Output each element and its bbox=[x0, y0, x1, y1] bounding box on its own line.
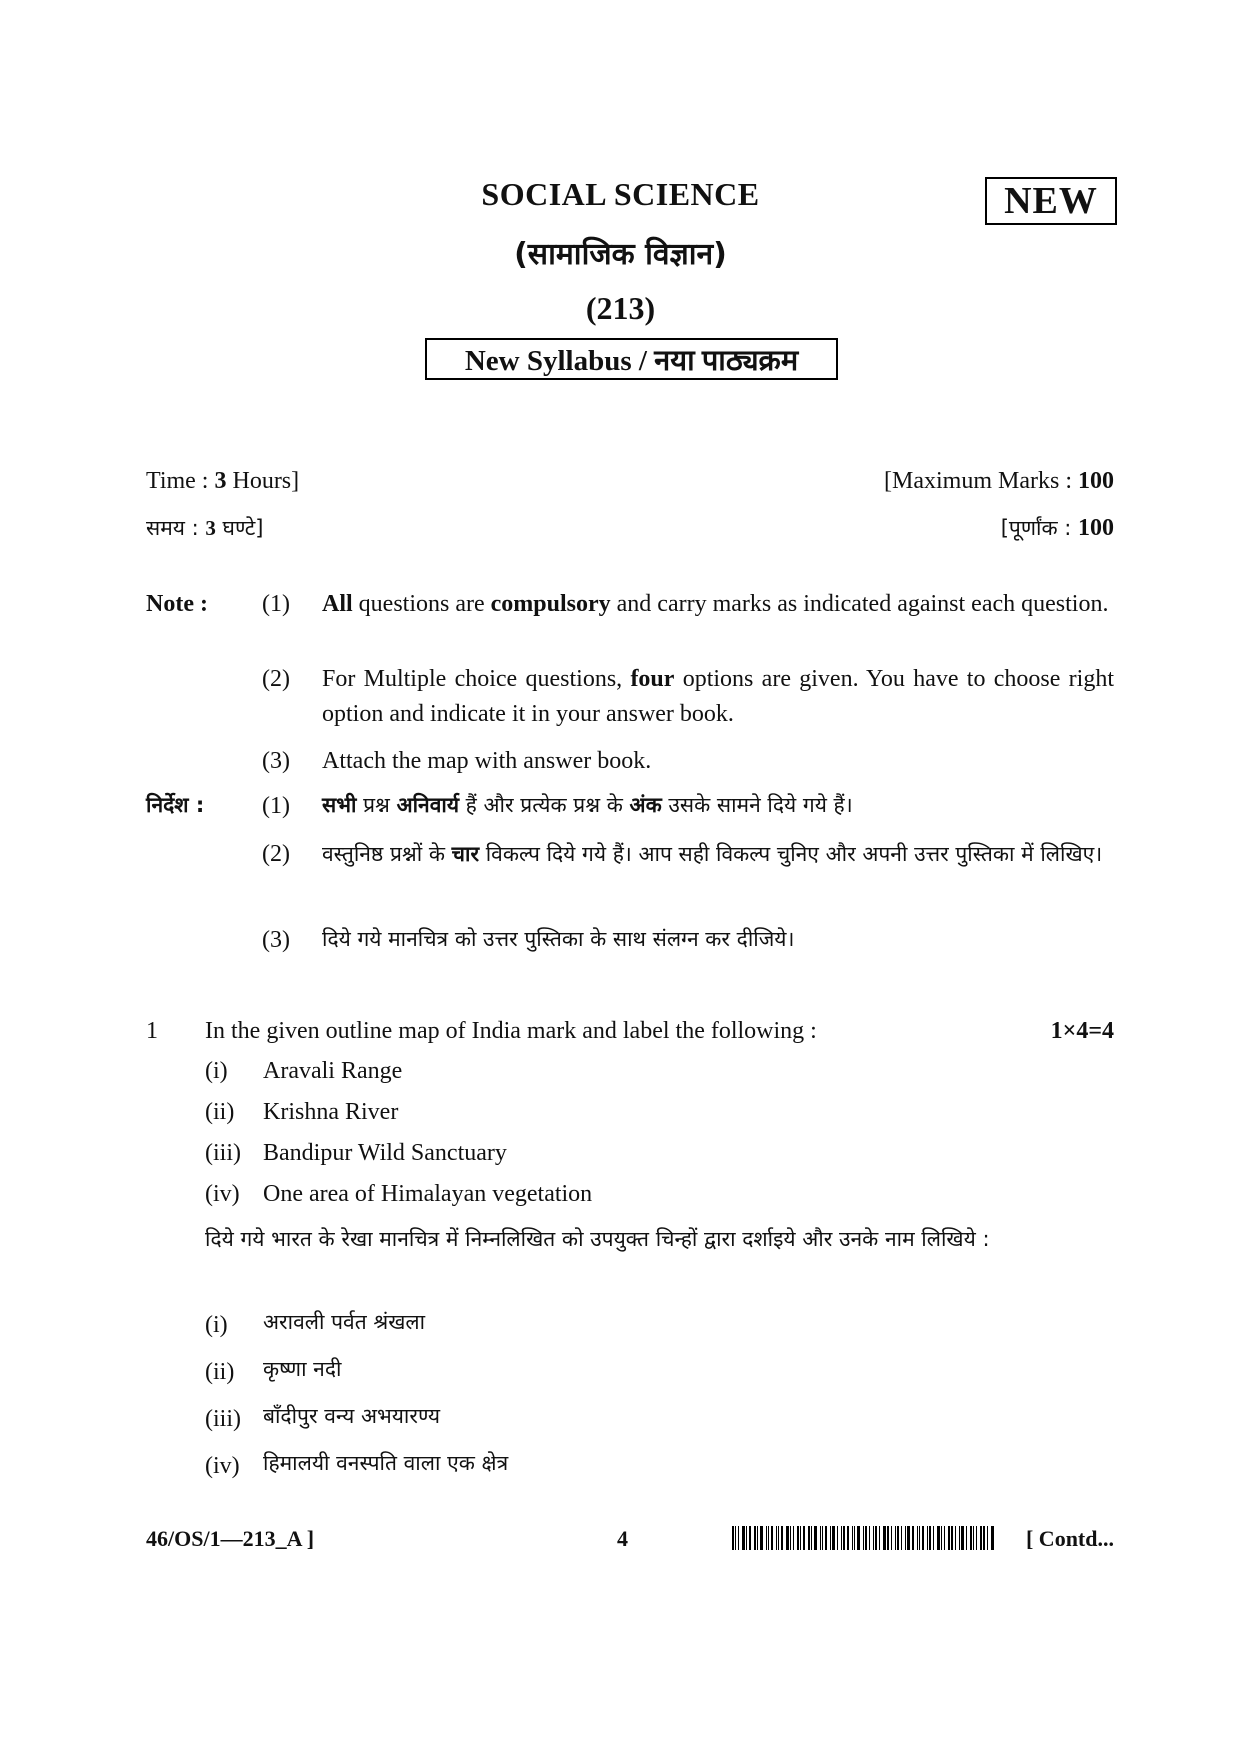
paper-title: SOCIAL SCIENCE bbox=[481, 176, 760, 212]
note-hi-1: सभी प्रश्न अनिवार्य हैं और प्रत्येक प्रश्न के अंक उसके सामने दिये गये हैं। bbox=[322, 793, 853, 817]
nirdesh-label: निर्देश : bbox=[146, 793, 205, 817]
barcode-bar bbox=[841, 1526, 842, 1550]
barcode-bar bbox=[768, 1526, 769, 1550]
barcode-bar bbox=[800, 1526, 801, 1550]
barcode-bar bbox=[987, 1526, 988, 1550]
barcode-bar bbox=[907, 1526, 910, 1550]
q1-en-i-index: (i) bbox=[205, 1058, 228, 1084]
barcode-bar bbox=[820, 1526, 821, 1550]
q1-hi-iv-index: (iv) bbox=[205, 1453, 240, 1479]
barcode-bar bbox=[732, 1526, 734, 1550]
barcode-bar bbox=[929, 1526, 931, 1550]
barcode-bar bbox=[873, 1526, 874, 1550]
q1-hi-iii: बाँदीपुर वन्य अभयारण्य bbox=[263, 1404, 441, 1428]
paper-subtitle-hindi: (सामाजिक विज्ञान) bbox=[514, 237, 727, 272]
barcode-bar bbox=[778, 1526, 779, 1550]
barcode-bar bbox=[781, 1526, 783, 1550]
note-hi-1-index: (1) bbox=[262, 793, 290, 819]
max-marks-en: [Maximum Marks : 100 bbox=[884, 468, 1114, 494]
q1-en-ii-index: (ii) bbox=[205, 1099, 235, 1125]
note-en-2: For Multiple choice questions, four options are given. You have to choose right option and indicate it in your answer book. bbox=[322, 666, 1114, 727]
q1-hi-ii-index: (ii) bbox=[205, 1359, 235, 1385]
note-en-3: Attach the map with answer book. bbox=[322, 748, 652, 774]
question-text-en: In the given outline map of India mark and label the following : bbox=[205, 1018, 817, 1044]
note-en-1: All questions are compulsory and carry marks as indicated against each question. bbox=[322, 591, 1109, 617]
barcode-bar bbox=[980, 1526, 982, 1550]
barcode-bar bbox=[887, 1526, 889, 1550]
q1-en-i: Aravali Range bbox=[263, 1058, 403, 1084]
barcode-bar bbox=[901, 1526, 902, 1550]
barcode-bar bbox=[746, 1526, 747, 1550]
new-tag: NEW bbox=[985, 177, 1117, 225]
paper-code: 46/OS/1—213_A ] bbox=[146, 1526, 315, 1551]
note-hi-2: वस्तुनिष्ठ प्रश्नों के चार विकल्प दिये गये हैं। आप सही विकल्प चुनिए और अपनी उत्तर पुस्तिका में लिखिए। bbox=[322, 842, 1103, 866]
barcode-bar bbox=[961, 1526, 964, 1550]
barcode-bar bbox=[786, 1526, 789, 1550]
q1-en-iv-index: (iv) bbox=[205, 1181, 240, 1207]
barcode-bar bbox=[837, 1526, 838, 1550]
barcode-bar bbox=[991, 1526, 994, 1550]
barcode-bar bbox=[776, 1526, 777, 1550]
page-number: 4 bbox=[617, 1526, 628, 1551]
barcode-bar bbox=[951, 1526, 953, 1550]
barcode-bar bbox=[852, 1526, 853, 1550]
time-en: Time : 3 Hours] bbox=[146, 468, 300, 494]
max-marks-hi: [पूर्णांक : 100 bbox=[1000, 515, 1114, 541]
barcode-bar bbox=[922, 1526, 924, 1550]
barcode-bar bbox=[941, 1526, 942, 1550]
barcode-bar bbox=[937, 1526, 940, 1550]
q1-hi-i: अरावली पर्वत श्रंखला bbox=[263, 1310, 426, 1334]
barcode-bar bbox=[803, 1526, 805, 1550]
barcode-bar bbox=[891, 1526, 892, 1550]
barcode-bar bbox=[857, 1526, 860, 1550]
barcode-bar bbox=[830, 1526, 831, 1550]
barcode-bar bbox=[863, 1526, 864, 1550]
barcode-bar bbox=[814, 1526, 817, 1550]
q1-en-iii-index: (iii) bbox=[205, 1140, 241, 1166]
barcode-bar bbox=[875, 1526, 877, 1550]
note-label: Note : bbox=[146, 591, 208, 617]
barcode-bar bbox=[843, 1526, 845, 1550]
barcode-bar bbox=[832, 1526, 835, 1550]
q1-en-iii: Bandipur Wild Sanctuary bbox=[263, 1140, 507, 1166]
barcode-bar bbox=[749, 1526, 751, 1550]
barcode-bar bbox=[825, 1526, 827, 1550]
q1-hi-iii-index: (iii) bbox=[205, 1406, 241, 1432]
barcode-bar bbox=[970, 1526, 972, 1550]
barcode-bar bbox=[847, 1526, 849, 1550]
barcode-bar bbox=[895, 1526, 896, 1550]
barcode-bar bbox=[912, 1526, 914, 1550]
barcode-bar bbox=[973, 1526, 974, 1550]
barcode-bar bbox=[927, 1526, 928, 1550]
barcode-bar bbox=[948, 1526, 950, 1550]
barcode-bar bbox=[790, 1526, 791, 1550]
barcode-bar bbox=[966, 1526, 967, 1550]
barcode-bar bbox=[919, 1526, 920, 1550]
contd-label: [ Contd... bbox=[1025, 1526, 1114, 1551]
barcode-bar bbox=[742, 1526, 745, 1550]
barcode-bar bbox=[766, 1526, 767, 1550]
subject-code: (213) bbox=[585, 290, 656, 326]
q1-en-ii: Krishna River bbox=[263, 1099, 399, 1125]
barcode-bar bbox=[959, 1526, 960, 1550]
barcode-bar bbox=[771, 1526, 773, 1550]
barcode-bar bbox=[983, 1526, 985, 1550]
syllabus-box: New Syllabus / नया पाठ्यक्रम bbox=[425, 338, 838, 380]
question-number: 1 bbox=[146, 1018, 158, 1044]
note-hi-3: दिये गये मानचित्र को उत्तर पुस्तिका के साथ संलग्न कर दीजिये। bbox=[322, 927, 795, 951]
barcode-bar bbox=[797, 1526, 799, 1550]
barcode-bar bbox=[793, 1526, 794, 1550]
barcode-bar bbox=[854, 1526, 855, 1550]
note-en-1-index: (1) bbox=[262, 591, 290, 617]
note-hi-3-index: (3) bbox=[262, 927, 290, 953]
barcode-bar bbox=[879, 1526, 880, 1550]
barcode-bar bbox=[760, 1526, 763, 1550]
question-text-hi: दिये गये भारत के रेखा मानचित्र में निम्नलिखित को उपयुक्त चिन्हों द्वारा दर्शाइये और उनके नाम लिखिये : bbox=[205, 1227, 990, 1251]
q1-en-iv: One area of Himalayan vegetation bbox=[263, 1181, 593, 1207]
barcode-bar bbox=[865, 1526, 867, 1550]
q1-hi-i-index: (i) bbox=[205, 1312, 228, 1338]
barcode-bar bbox=[917, 1526, 918, 1550]
barcode-bar bbox=[757, 1526, 758, 1550]
time-hi: समय : 3 घण्टे] bbox=[146, 516, 264, 540]
barcode-bar bbox=[955, 1526, 956, 1550]
barcode-bar bbox=[738, 1526, 739, 1550]
barcode-bar bbox=[976, 1526, 977, 1550]
barcode-bar bbox=[808, 1526, 810, 1550]
barcode-bar bbox=[822, 1526, 823, 1550]
barcode-bar bbox=[735, 1526, 736, 1550]
note-en-3-index: (3) bbox=[262, 748, 290, 774]
question-marks: 1×4=4 bbox=[1050, 1018, 1114, 1044]
barcode-bar bbox=[869, 1526, 870, 1550]
barcode-bar bbox=[754, 1526, 756, 1550]
barcode-bar bbox=[883, 1526, 886, 1550]
q1-hi-ii: कृष्णा नदी bbox=[263, 1357, 342, 1381]
barcode-bar bbox=[897, 1526, 899, 1550]
barcode-bar bbox=[933, 1526, 934, 1550]
note-en-2-index: (2) bbox=[262, 666, 290, 692]
note-hi-2-index: (2) bbox=[262, 841, 290, 867]
barcode-bar bbox=[905, 1526, 906, 1550]
barcode-bar bbox=[811, 1526, 812, 1550]
barcode bbox=[732, 1526, 1000, 1550]
barcode-bar bbox=[944, 1526, 945, 1550]
q1-hi-iv: हिमालयी वनस्पति वाला एक क्षेत्र bbox=[263, 1451, 509, 1475]
